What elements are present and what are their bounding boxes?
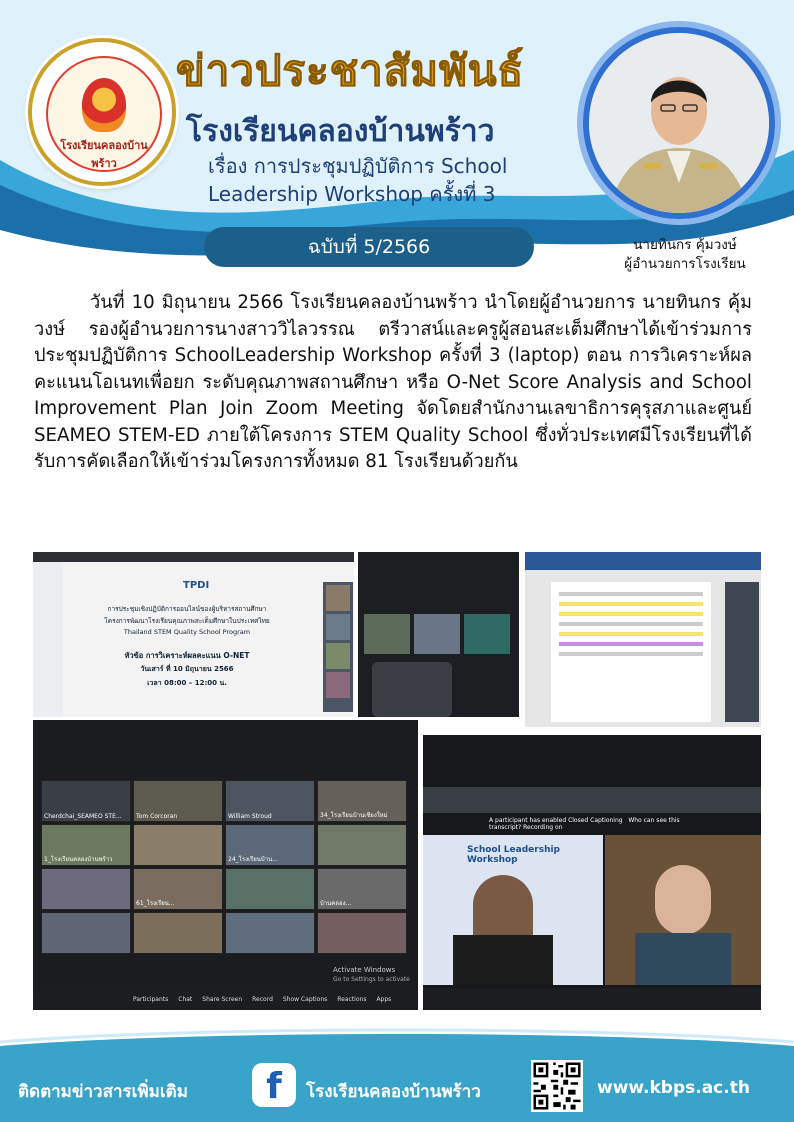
slide-line-2: โครงการพัฒนาโรงเรียนคุณภาพสะเต็มศึกษาในประเทศไทย [104,617,270,625]
video-tile [317,868,407,910]
video-tile [225,868,315,910]
school-name: โรงเรียนคลองบ้านพร้าว [186,114,495,149]
video-tile [317,912,407,954]
photo-gallery-view [33,720,418,1010]
photo-zoom-meeting [358,552,519,717]
video-tile [317,824,407,866]
director-caption [600,236,770,274]
subject-line-1: เรื่อง การประชุมปฏิบัติการ School [208,154,508,178]
facebook-icon[interactable]: f [252,1063,296,1107]
speaker-tile [423,835,603,985]
page-title: ข่าวประชาสัมพันธ์ [176,46,525,95]
toolbar-record[interactable]: Record [252,995,273,1003]
tile-name: 24_โรงเรียนบ้าน... [228,856,278,863]
video-tile [41,780,131,822]
video-tile [41,912,131,954]
toolbar-participants[interactable]: Participants [133,995,169,1003]
video-strip [323,582,353,712]
toolbar-reactions[interactable]: Reactions [337,995,367,1003]
logo-emblem [46,56,162,172]
window-titlebar [33,552,354,562]
logo-text: โรงเรียนคลองบ้านพร้าว [60,139,148,170]
tile-name: 1_โรงเรียนคลองบ้านพร้าว [44,856,113,863]
director-portrait [583,27,775,219]
slide-sidebar [33,562,63,717]
workshop-banner: School Leadership Workshop [467,845,560,865]
toolbar-apps[interactable]: Apps [376,995,392,1003]
school-logo [28,38,176,186]
video-tile [364,614,410,654]
laptop-keyboard [372,662,452,717]
tile-name: Tom Corcoran [136,813,178,820]
article-body [34,290,752,476]
activate-title: Activate Windows [333,966,396,974]
activate-sub: Go to Settings to activate [333,976,410,983]
thumbnail-strip [423,787,761,813]
subject-line-2: Leadership Workshop ครั้งที่ 3 [208,182,496,206]
slide-date: วันเสาร์ ที่ 10 มิถุนายน 2566 [140,665,234,673]
slide-line-3: Thailand STEM Quality School Program [123,628,251,636]
caption-notice [489,817,699,831]
qr-code-icon[interactable] [531,1060,583,1112]
document-titlebar [525,552,761,570]
article-paragraph: วันที่ 10 มิถุนายน 2566 โรงเรียนคลองบ้านพร้าว นำโดยผู้อำนวยการ นายทินกร คุ้มวงษ์ รองผู้อำนวยการนางสาววิไลวรรณ ตรีวาสน์และครูผู้สอนสะเต็มศึกษาได้เข้าร่วมการประชุมปฏิบัติการ SchoolLeadership Workshop ครั้งที่ 3 (laptop) ตอน การวิเคราะห์ผลคะแนนโอเนทเพื่อยก ระดับคุณภาพสถานศึกษา หรือ O-Net Score Analysis and School Improvement Plan Join Zoom Meeting จัดโดยสำนักงานเลขาธิการคุรุสภาและศูนย์ SEAMEO STEM-ED ภายใต้โครงการ STEM Quality School ซึ่งทั่วประเทศมีโรงเรียนที่ได้รับการคัดเลือกให้เข้าร่วมโครงการทั้งหมด 81 โรงเรียนด้วยกัน [34,292,752,472]
zoom-toolbar [423,988,761,1010]
toolbar-chat[interactable]: Chat [178,995,193,1003]
footer-school-link[interactable]: โรงเรียนคลองบ้านพร้าว [306,1082,481,1102]
video-tile [133,824,223,866]
tile-name: Cherdchai_SEAMEO STE... [44,813,122,820]
video-tile [225,912,315,954]
video-tile [225,824,315,866]
speaker-shirt [635,933,731,985]
speaker-figure [655,865,711,935]
tile-name: 34_โรงเรียนบ้านเชียงใหม่ [320,812,388,819]
slide-logo: TPDI [183,580,210,591]
toolbar-share[interactable]: Share Screen [202,995,243,1003]
photo-document [525,552,761,727]
slide-time: เวลา 08:00 – 12:00 น. [147,679,227,687]
video-tile [133,912,223,954]
tile-name: William Stroud [228,813,272,820]
document-page [551,582,711,722]
video-tile [317,780,407,822]
zoom-toolbar [33,988,418,1010]
video-tile [41,868,131,910]
logo-mark-icon [82,78,126,132]
video-tile [225,780,315,822]
video-tile [133,868,223,910]
caption-notice-text: A participant has enabled Closed Captioning [489,817,623,824]
footer-follow: ติดตามข่าวสารเพิ่มเติม [18,1082,188,1102]
slide-topic: หัวข้อ การวิเคราะห์ผลคะแนน O-NET [124,651,250,660]
issue-badge: ฉบับที่ 5/2566 [204,227,534,267]
video-tile [133,780,223,822]
director-photo [589,33,769,213]
director-name: นายทินกร คุ้มวงษ์ [633,237,737,253]
director-position: ผู้อำนวยการโรงเรียน [624,256,746,272]
toolbar-captions[interactable]: Show Captions [282,995,328,1003]
speaker-shirt [453,935,553,985]
video-strip [725,582,759,722]
subject [208,152,568,208]
tile-name: บ้านคลอง... [320,900,352,907]
photo-speaker-view [423,735,761,1010]
speaker-tile [605,835,761,985]
transcript-question: Who can see this transcript? Recording on [489,817,680,831]
photo-slide [33,552,354,717]
footer-website-link[interactable]: www.kbps.ac.th [597,1078,750,1098]
video-tile [41,824,131,866]
slide-line-1: การประชุมเชิงปฏิบัติการออนไลน์ของผู้บริหารสถานศึกษา [107,605,267,613]
video-tile [464,614,510,654]
video-tile [414,614,460,654]
tile-name: 61_โรงเรียน... [136,900,175,907]
